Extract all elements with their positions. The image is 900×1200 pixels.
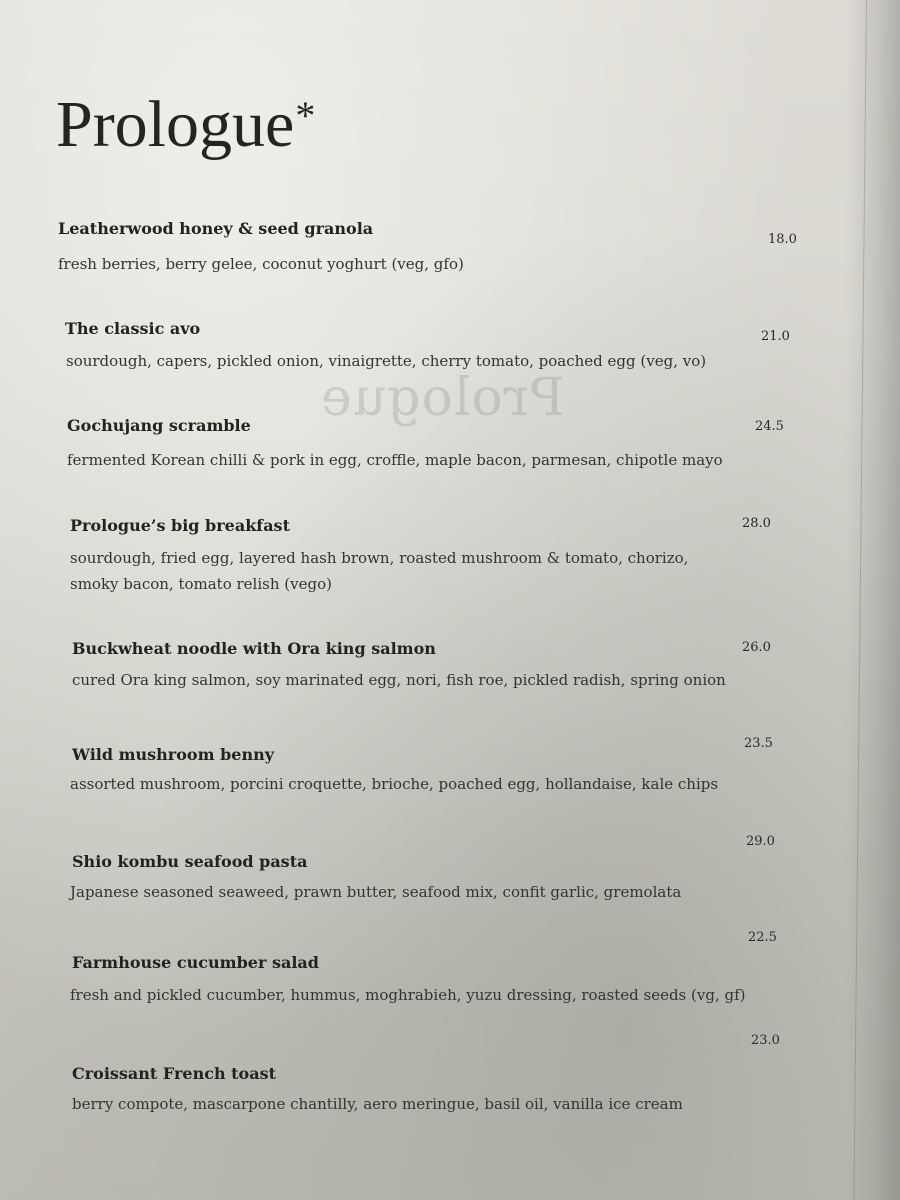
- menu-title-text: Prologue: [56, 88, 295, 161]
- menu-item-name: Leatherwood honey & seed granola: [58, 219, 374, 238]
- menu-item-description: assorted mushroom, porcini croquette, brioche, poached egg, hollandaise, kale chips: [70, 775, 719, 793]
- menu-title: [56, 88, 316, 161]
- show-through-watermark: Prologue: [320, 368, 565, 428]
- menu-item-price: 26.0: [742, 640, 771, 655]
- menu-item-description: fresh berries, berry gelee, coconut yoghurt (veg, gfo): [58, 255, 464, 273]
- menu-item-name: The classic avo: [65, 319, 201, 338]
- menu-item-name: Croissant French toast: [72, 1064, 276, 1083]
- menu-item-name: Buckwheat noodle with Ora king salmon: [72, 639, 436, 658]
- menu-item-description: fresh and pickled cucumber, hummus, moghrabieh, yuzu dressing, roasted seeds (vg, gf): [70, 986, 746, 1004]
- menu-item-description: fermented Korean chilli & pork in egg, croffle, maple bacon, parmesan, chipotle mayo: [67, 451, 723, 469]
- menu-item-name: Prologue’s big breakfast: [70, 516, 290, 535]
- menu-item-name: Gochujang scramble: [67, 416, 251, 435]
- page-edge-shadow: [845, 0, 900, 1200]
- menu-item-price: 23.5: [744, 736, 773, 751]
- menu-item-price: 18.0: [768, 232, 797, 247]
- menu-item-price: 21.0: [761, 329, 790, 344]
- menu-item-price: 24.5: [755, 419, 784, 434]
- menu-item-price: 22.5: [748, 930, 777, 945]
- menu-item-price: 23.0: [751, 1033, 780, 1048]
- menu-item-description: sourdough, fried egg, layered hash brown, roasted mushroom & tomato, chorizo,: [70, 549, 689, 567]
- menu-item-description: smoky bacon, tomato relish (vego): [70, 575, 332, 593]
- menu-item-description: cured Ora king salmon, soy marinated egg, nori, fish roe, pickled radish, spring onion: [72, 671, 726, 689]
- menu-item-name: Farmhouse cucumber salad: [72, 953, 319, 972]
- title-asterisk-mark: *: [295, 93, 316, 138]
- menu-item-price: 28.0: [742, 516, 771, 531]
- menu-item-description: berry compote, mascarpone chantilly, aero meringue, basil oil, vanilla ice cream: [72, 1095, 683, 1113]
- menu-item-description: sourdough, capers, pickled onion, vinaigrette, cherry tomato, poached egg (veg, vo): [66, 352, 707, 370]
- menu-item-price: 29.0: [746, 834, 775, 849]
- menu-item-name: Wild mushroom benny: [72, 745, 275, 764]
- menu-item-name: Shio kombu seafood pasta: [72, 852, 308, 871]
- menu-item-description: Japanese seasoned seaweed, prawn butter, seafood mix, confit garlic, gremolata: [70, 883, 682, 901]
